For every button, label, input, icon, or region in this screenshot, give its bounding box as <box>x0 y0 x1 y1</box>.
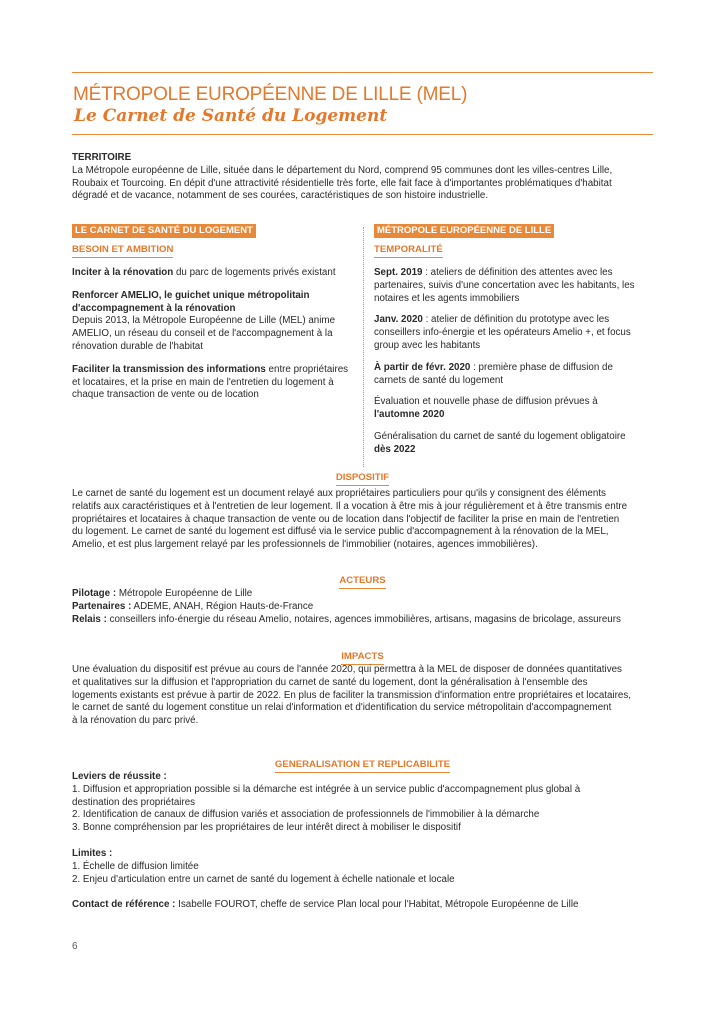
territoire-line: Roubaix et Tourcoing. En dépit d'une attractivité résidentielle très forte, elle fait face à d'importantes problématiques d'habitat <box>72 177 612 189</box>
page-subtitle: Le Carnet de Santé du Logement <box>74 106 388 126</box>
impacts-body <box>72 664 662 728</box>
timeline-entry: Généralisation du carnet de santé du logement obligatoire <box>374 430 626 442</box>
timeline-entry: Sept. 2019 : ateliers de définition des attentes avec les <box>374 267 613 278</box>
timeline-entry: Janv. 2020 : atelier de définition du prototype avec les <box>374 314 610 326</box>
acteurs-heading: ACTEURS <box>339 575 385 589</box>
dispositif-line: du logement. Le carnet de santé du logement est diffusé via le service public d'accompagnement à la rénovation de la MEL, <box>72 526 609 538</box>
impacts-line: et qualitatives sur la diffusion et l'appropriation du carnet de santé du logement, dont la généralisation à l'ensemble des <box>72 676 588 688</box>
top-rule <box>72 72 653 73</box>
besoin-p2-line: AMELIO, un réseau du conseil et de l'accompagnement à la <box>72 328 333 340</box>
timeline-bold: l'automne 2020 <box>374 409 445 421</box>
acteurs-body <box>72 588 662 626</box>
temporalite-heading: TEMPORALITÉ <box>374 244 443 258</box>
dispositif-heading: DISPOSITIF <box>336 472 389 486</box>
levier-item: destination des propriétaires <box>72 796 196 808</box>
territoire-heading: TERRITOIRE <box>72 152 132 163</box>
territoire-line: La Métropole européenne de Lille, située dans le département du Nord, comprend 95 communes dont les villes-centres Lille, <box>72 164 613 176</box>
besoin-p2-line: Depuis 2013, la Métropole Européenne de Lille (MEL) anime <box>72 315 336 327</box>
acteurs-relais: Relais : conseillers info-énergie du réseau Amelio, notaires, agences immobilières, artisans, magasins de bricolage, assureurs <box>72 613 621 625</box>
levier-item: 2. Identification de canaux de diffusion variés et association de professionnels de l'immobilier à la démarche <box>72 809 540 821</box>
timeline-line: notaires et les agents immobiliers <box>374 292 520 304</box>
right-column-tag: MÉTROPOLE EUROPÉENNE DE LILLE <box>374 224 554 238</box>
impacts-line: le carnet de santé du logement constitue un relai d'information et d'identification du service métropolitain d'accompagnement <box>72 702 612 714</box>
impacts-heading-wrap <box>0 646 725 665</box>
limite-item: 2. Enjeu d'articulation entre un carnet de santé du logement à échelle nationale et locale <box>72 873 455 885</box>
page-number: 6 <box>72 941 78 952</box>
impacts-line: à la rénovation du parc privé. <box>72 715 199 727</box>
levier-item: 3. Bonne compréhension par les propriétaires de leur intérêt direct à mobiliser le dispositif <box>72 822 461 834</box>
limite-item: 1. Échelle de diffusion limitée <box>72 860 199 872</box>
column-divider <box>363 227 364 467</box>
dispositif-line: relatifs aux caractéristiques et à l'entretien de leur logement. Il a vocation à être mis à jour régulièrement et à être transmis entre <box>72 500 628 512</box>
header-bottom-rule <box>72 134 653 135</box>
timeline-entry: À partir de févr. 2020 : première phase de diffusion de <box>374 361 613 373</box>
timeline-line: conseillers info-énergie et les opérateurs Amelio +, et focus <box>374 327 631 339</box>
leviers-label: Leviers de réussite : <box>72 771 167 782</box>
impacts-heading: IMPACTS <box>341 651 383 665</box>
timeline-line: carnets de santé du logement <box>374 374 504 386</box>
territoire-section <box>72 152 657 203</box>
acteurs-partenaires: Partenaires : ADEME, ANAH, Région Hauts-de-France <box>72 600 314 612</box>
left-column <box>72 224 357 402</box>
levier-item: 1. Diffusion et appropriation possible si la démarche est intégrée à un service public d'accompagnement plus global à <box>72 783 581 795</box>
acteurs-heading-wrap <box>0 570 725 589</box>
limites-label: Limites : <box>72 847 113 859</box>
right-column <box>374 224 659 457</box>
timeline-entry: Évaluation et nouvelle phase de diffusion prévues à <box>374 396 598 408</box>
dispositif-heading-wrap <box>0 467 725 486</box>
besoin-p3-line: chaque transaction de vente ou de location <box>72 389 259 401</box>
left-column-tag: LE CARNET DE SANTÉ DU LOGEMENT <box>72 224 256 238</box>
besoin-p2-title: Renforcer AMELIO, le guichet unique métropolitain <box>72 289 310 301</box>
besoin-p2-title: d'accompagnement à la rénovation <box>72 302 236 314</box>
dispositif-line: Amelio, et est plus largement relayé par les professionnels de l'immobilier (notaires, agences immobilières). <box>72 539 538 551</box>
besoin-p3-line: et locataires, et la prise en main de l'entretien du logement à <box>72 376 334 388</box>
besoin-p2-line: rénovation durable de l'habitat <box>72 340 203 352</box>
timeline-line: group avec les habitants <box>374 339 481 351</box>
impacts-line: logements existants est prévue à partir de 2022. En plus de faciliter la transmission d'information entre propriétaires et locataires, <box>72 689 631 701</box>
timeline-line: partenaires, suivis d'une concertation avec les habitants, les <box>374 279 635 291</box>
territoire-line: dégradé et de vacance, notamment de ses courées, caractéristiques de son histoire industrielle. <box>72 190 489 202</box>
contact-line: Contact de référence : Isabelle FOUROT, cheffe de service Plan local pour l'Habitat, Métropole Européenne de Lille <box>72 899 579 911</box>
generalisation-heading: GENERALISATION ET REPLICABILITE <box>275 759 450 773</box>
dispositif-line: Le carnet de santé du logement est un document relayé aux propriétaires particuliers pour qu'ils y consignent des éléments <box>72 488 606 499</box>
dispositif-body <box>72 488 662 552</box>
page-title: MÉTROPOLE EUROPÉENNE DE LILLE (MEL) <box>73 84 468 105</box>
generalisation-body <box>72 771 662 912</box>
impacts-line: Une évaluation du dispositif est prévue au cours de l'année 2020, qui permettra à la MEL de disposer de données quantitatives <box>72 664 622 675</box>
timeline-bold: dès 2022 <box>374 443 416 455</box>
acteurs-pilotage: Pilotage : Métropole Européenne de Lille <box>72 588 253 599</box>
besoin-p1: Inciter à la rénovation du parc de logements privés existant <box>72 267 336 278</box>
besoin-p3: Faciliter la transmission des informations entre propriétaires <box>72 363 349 375</box>
besoin-heading: BESOIN ET AMBITION <box>72 244 173 258</box>
dispositif-line: propriétaires et locataires à chaque transaction de vente ou de location dans l'objectif de faciliter la prise en main de l'entretien <box>72 513 620 525</box>
